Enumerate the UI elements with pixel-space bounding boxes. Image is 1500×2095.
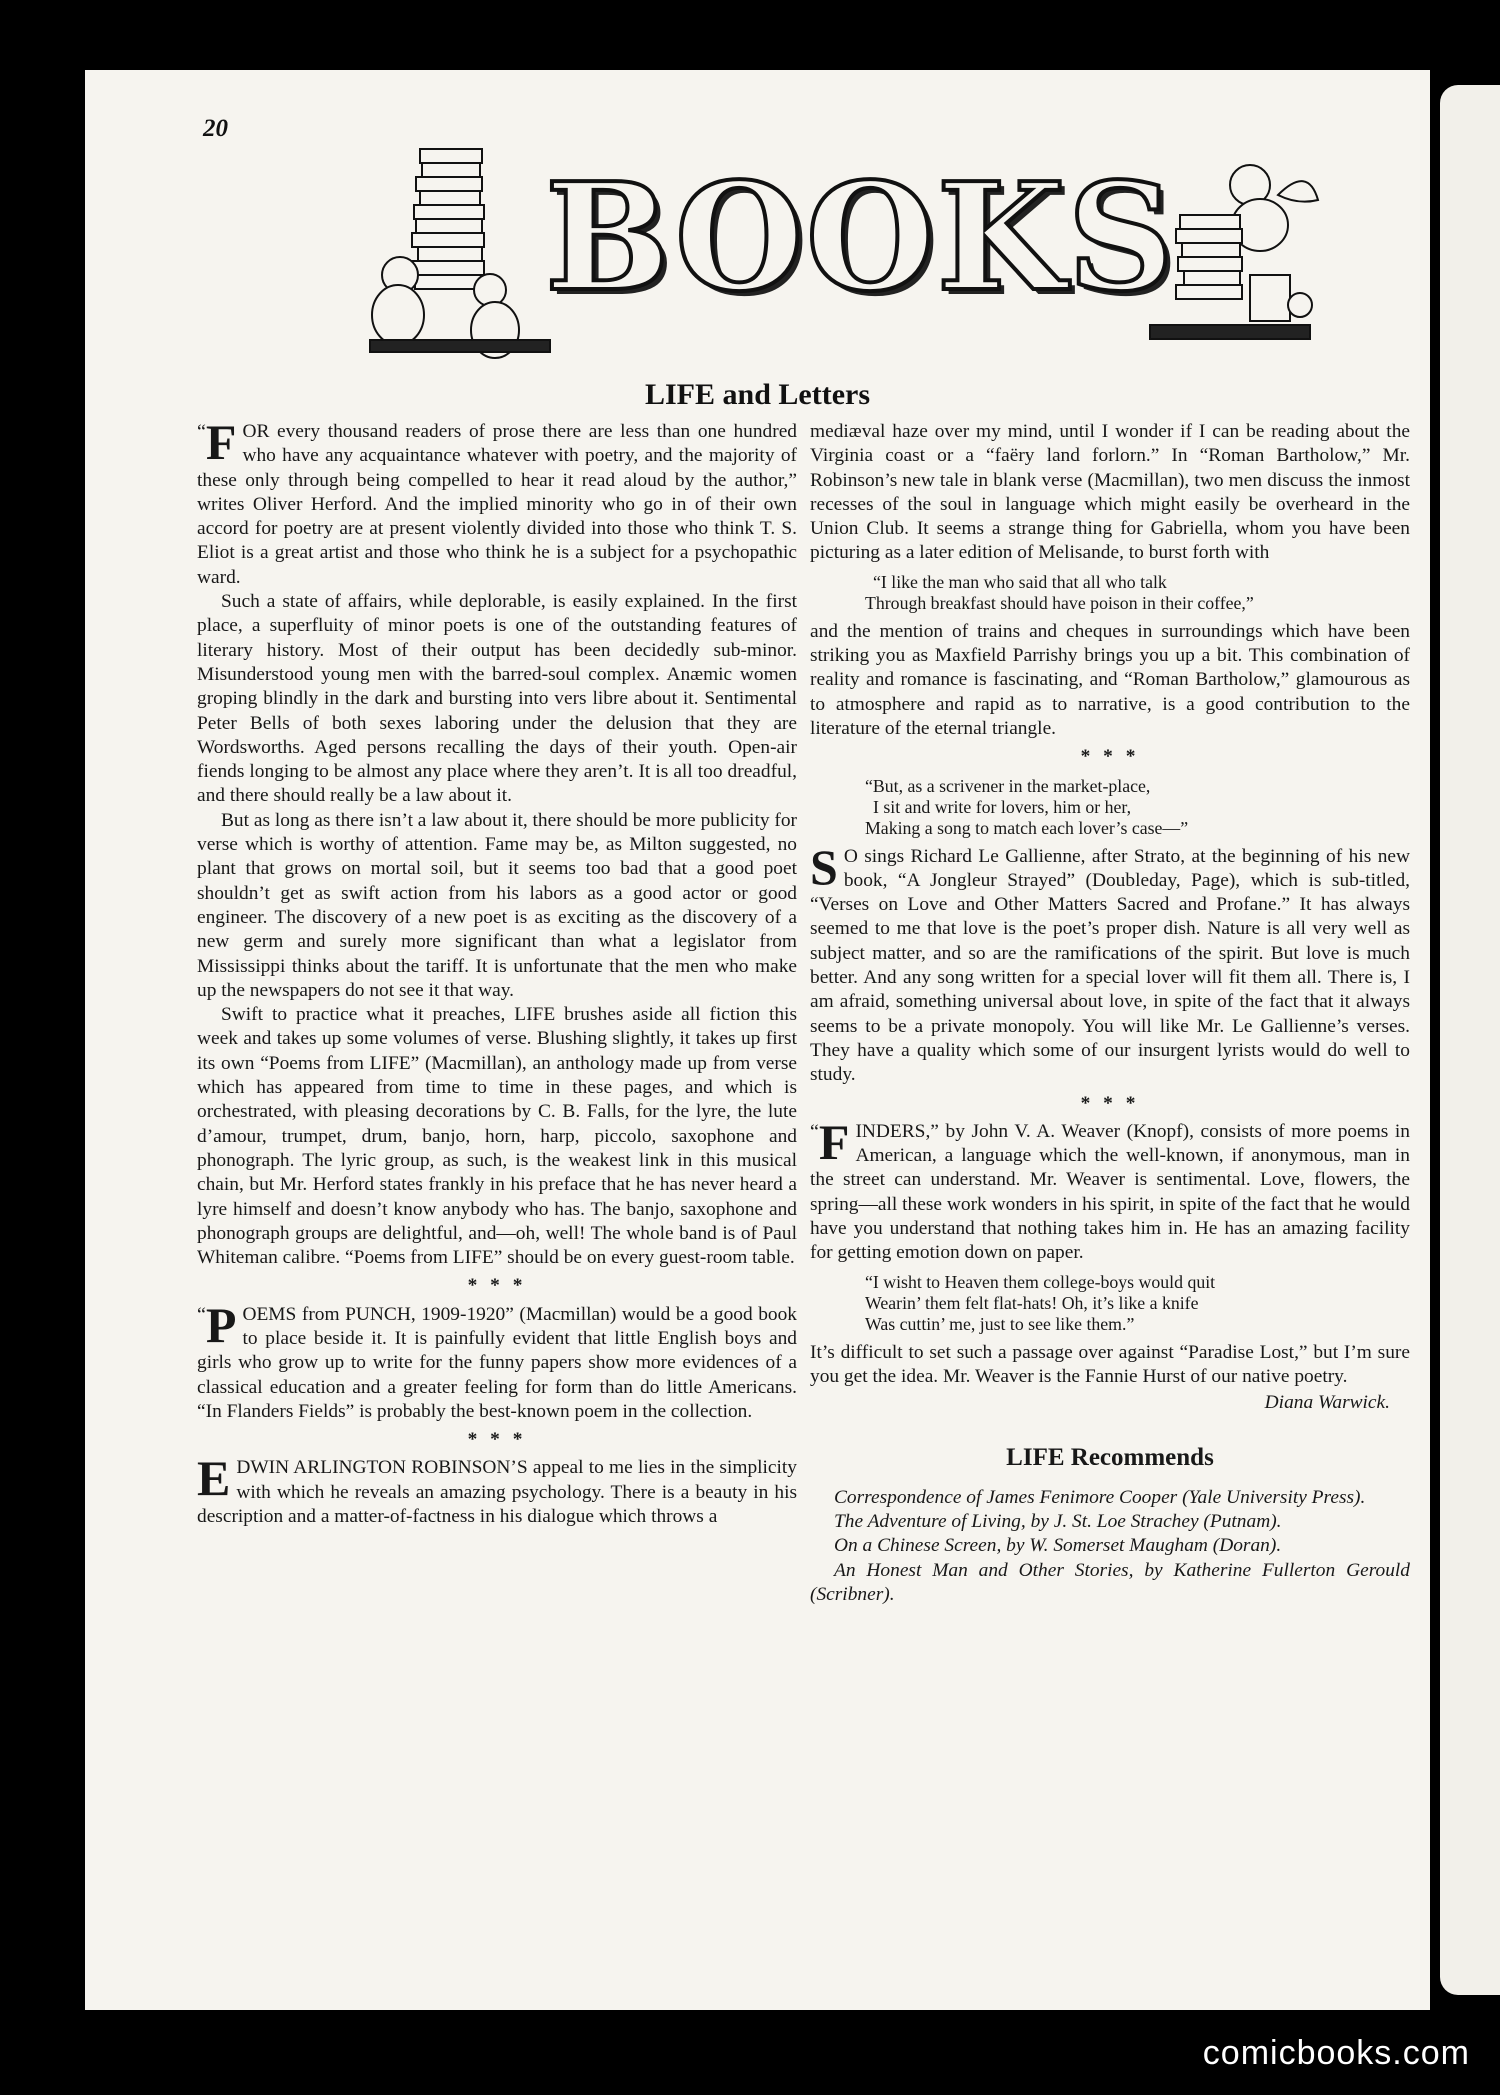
page-number: 20 — [203, 115, 228, 142]
section-divider: * * * — [467, 1429, 527, 1451]
drop-cap: E — [197, 1450, 231, 1507]
adjacent-page-edge — [1440, 85, 1500, 1995]
drop-cap: F — [205, 414, 237, 470]
paragraph-punch — [197, 1296, 797, 1424]
verse-line: Through breakfast should have poison in their coffee,” — [865, 592, 1254, 613]
verse-quote-weaver — [865, 1272, 1410, 1335]
magazine-page — [85, 70, 1430, 2010]
verse-line: I sit and write for lovers, him or her, — [873, 796, 1132, 817]
paragraph-weaver — [810, 1113, 1410, 1266]
books-banner — [360, 115, 1320, 380]
paragraph-paradise-lost: It’s difficult to set such a passage over against “Paradise Lost,” but I’m sure you get the idea. Mr. Weaver is the Fannie Hurst of our native poetry. — [810, 1341, 1410, 1387]
paragraph-text: OR every thousand readers of prose there are less than one hundred who have any acquaintance whatever with poetry, and the majority of these only through being compelled to hear it read aloud by the author,” writes Oliver Herford. And the implied minority who go in of their own accord for poetry are at present violently divided into those who think T. S. Eliot is a great artist and those who think he is a subject for a psychopathic ward. — [197, 421, 797, 588]
verse-quote-robinson — [865, 572, 1410, 614]
section-divider: * * * — [1080, 1092, 1140, 1114]
verse-quote-le-gallienne — [865, 776, 1410, 839]
verse-line: “I wisht to Heaven them college-boys would quit — [865, 1271, 1216, 1292]
right-column — [810, 420, 1410, 1607]
drop-cap: F — [818, 1113, 850, 1170]
verse-line: “I like the man who said that all who talk — [873, 571, 1167, 592]
watermark: comicbooks.com — [1202, 2034, 1470, 2072]
cherub-book-stack-illustration-right — [1140, 125, 1320, 365]
paragraph-publicity: But as long as there isn’t a law about it, there should be more publicity for verse which is worthy of attention. Fame may be, as Milton suggested, no plant that grows on mortal soil, but it seems too bad that a good poet shouldn’t get as swift action from his labors as a good actor or good engineer. The discovery of a new poet is as exciting as the discovery of a new germ and surely more significant than what a legislator from Mississippi thinks about the tariff. It is unfortunate that the men who make up the newspapers do not see it that way. — [197, 809, 797, 1001]
recommendation-item: Correspondence of James Fenimore Cooper (Yale University Press). — [834, 1486, 1366, 1508]
verse-line: “But, as a scrivener in the market-place, — [865, 775, 1151, 796]
section-divider: * * * — [467, 1275, 527, 1297]
verse-line: Was cuttin’ me, just to see like them.” — [865, 1313, 1135, 1334]
drop-cap: P — [205, 1296, 237, 1353]
recommendation-item: An Honest Man and Other Stories, by Katherine Fullerton Gerould (Scribner). — [810, 1559, 1410, 1605]
paragraph-le-gallienne — [810, 838, 1410, 1088]
paragraph-herford — [197, 414, 797, 590]
section-divider: * * * — [1080, 746, 1140, 768]
paragraph-text: O sings Richard Le Gallienne, after Strato, at the beginning of his new book, “A Jongleur Strayed” (Doubleday, Page), which is sub-titled, “Verses on Love and Other Matters Sacred and Profane.” It has always seemed to me that love is the poet’s proper dish. Nature is all very well as subject matter, and so are the ramifications of the spirit. But love is much better. And any song written for a special lover will fit them all. There is, I am afraid, something universal about love, in spite of the fact that it always seems to be a private monopoly. You will like Mr. Le Gallienne’s verses. They have a quality which some of our insurgent lyrists would do well to study. — [810, 845, 1410, 1086]
paragraph-affairs: Such a state of affairs, while deplorable, is easily explained. In the first place, a superfluity of minor poets is one of the outstanding features of literary history. Most of their output has been decidedly sub-minor. Misunderstood young men with the barred-soul complex. Anæmic women groping blindly in the dark and bursting into vers libre about it. Sentimental Peter Bells of both sexes laboring under the delusion that they are Wordsworths. Aged persons recalling the days of their youth. Open-air fiends longing to be almost any place where they aren’t. It is all too dreadful, and there should really be a law about it. — [197, 591, 797, 807]
banner-title: BOOKS — [545, 150, 1177, 324]
left-column — [197, 414, 797, 1529]
paragraph-robinson — [197, 1450, 797, 1529]
drop-cap: S — [810, 838, 838, 895]
section-title: LIFE and Letters — [645, 378, 870, 411]
paragraph-medieval-haze: mediæval haze over my mind, until I wonder if I can be reading about the Virginia coast or a “faëry land forlorn.” In “Roman Bartholow,” Mr. Robinson’s new tale in blank verse (Macmillan), two men discuss the inmost recesses of the soul in language which might easily be overheard in the Union Club. It seems a strange thing for Gabriella, whom you have been picturing as a later edition of Melisande, to burst forth with — [810, 421, 1410, 564]
recommendation-item: The Adventure of Living, by J. St. Loe Strachey (Putnam). — [834, 1511, 1282, 1533]
paragraph-text: OEMS from PUNCH, 1909-1920” (Macmillan) would be a good book to place beside it. It is painfully evident that little English boys and girls who grow up to write for the funny papers show more evidences of a classical education and a greater feeling for form than do little Americans. “In Flanders Fields” is probably the best-known poem in the collection. — [197, 1303, 797, 1422]
paragraph-text: INDERS,” by John V. A. Weaver (Knopf), consists of more poems in American, a language which the well-known, if anonymous, man in the street can understand. Mr. Weaver is sentimental. Love, flowers, the spring—all these work wonders in his spirit, in spite of the fact that he would have you understand that nothing takes him in. He has an amazing facility for getting emotion down on paper. — [810, 1120, 1410, 1264]
recommends-heading: LIFE Recommends — [1006, 1443, 1214, 1471]
paragraph-practice: Swift to practice what it preaches, LIFE brushes aside all fiction this week and takes up some volumes of verse. Blushing slightly, it takes up first its own “Poems from LIFE” (Macmillan), an anthology made up from verse which has appeared from time to time in these pages, and which is orchestrated, with pleasing decorations by C. B. Falls, for the lyre, the lute d’amour, trumpet, drum, banjo, horn, harp, piccolo, saxophone and phonograph. The lyric group, as such, is the weakest link in this musical chain, but Mr. Herford states frankly in his preface that he has never heard a lyre himself and doesn’t know anybody who has. The banjo, saxophone and phonograph groups are delightful, and—oh, well! The whole band is of Paul Whiteman calibre. “Poems from LIFE” should be on every guest-room table. — [197, 1004, 797, 1269]
opening-quote-mark: “ — [197, 421, 206, 443]
recommendation-item: On a Chinese Screen, by W. Somerset Maugham (Doran). — [834, 1535, 1282, 1557]
paragraph-trains: and the mention of trains and cheques in surroundings which have been striking you as Maxfield Parrishy brings you up a bit. This combination of reality and romance is fascinating, and “Roman Bartholow,” glamourous as to atmosphere and rapid as to narrative, is a good contribution to the literature of the eternal triangle. — [810, 620, 1410, 739]
paragraph-text: DWIN ARLINGTON ROBINSON’S appeal to me lies in the simplicity with which he reveals an amazing psychology. There is a beauty in his description and a matter-of-factness in his dialogue which throws a — [197, 1457, 797, 1528]
cherubs-book-stack-illustration-left — [360, 125, 560, 365]
author-signature: Diana Warwick. — [1264, 1392, 1390, 1414]
verse-line: Making a song to match each lover’s case—” — [865, 817, 1189, 838]
verse-line: Wearin’ them felt flat-hats! Oh, it’s like a knife — [865, 1292, 1199, 1313]
opening-quote-mark: “ — [810, 1120, 819, 1143]
opening-quote-mark: “ — [197, 1303, 206, 1326]
